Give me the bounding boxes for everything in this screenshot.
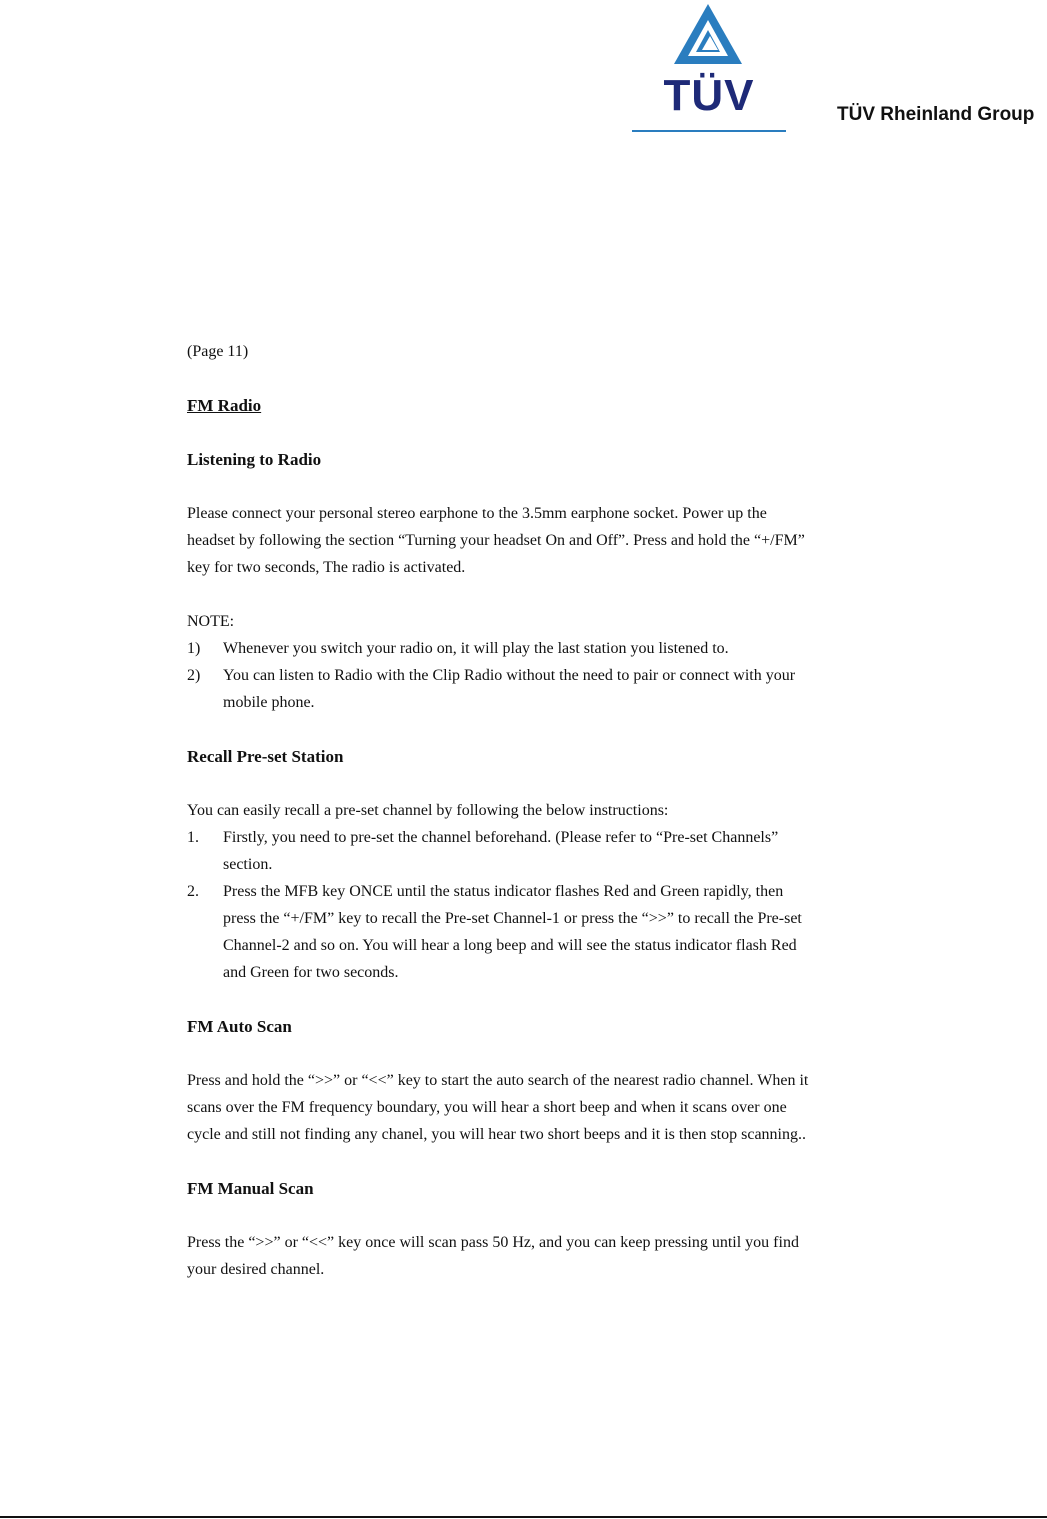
- recall-intro: You can easily recall a pre-set channel by following the below instructions:: [187, 802, 669, 819]
- section-title: FM Radio: [187, 396, 262, 415]
- listening-paragraph: Please connect your personal stereo earphone to the 3.5mm earphone socket. Power up the headset by following the section “Turning your headset On and Off”. Press and hold the “+/FM” key for two seconds, The radio is activated.: [187, 505, 805, 576]
- tuv-triangle-icon: [672, 2, 744, 66]
- document-body: [187, 338, 817, 1283]
- manual-scan-paragraph: Press the “>>” or “<<” key once will scan pass 50 Hz, and you can keep pressing until you find your desired channel.: [187, 1234, 799, 1278]
- group-name: TÜV Rheinland Group: [837, 104, 1035, 125]
- list-item: [187, 635, 817, 662]
- list-item-text: Firstly, you need to pre-set the channel beforehand. (Please refer to “Pre-set Channels” section.: [223, 829, 779, 873]
- page-reference: (Page 11): [187, 343, 249, 360]
- recall-steps: [187, 824, 817, 986]
- heading-recall: Recall Pre-set Station: [187, 747, 344, 766]
- list-item-number: 2.: [187, 883, 199, 900]
- auto-scan-paragraph: Press and hold the “>>” or “<<” key to start the auto search of the nearest radio channel. When it scans over the FM frequency boundary, you will hear a short beep and when it scans over one cycle and still not finding any chanel, you will hear two short beeps and it is then stop scanning..: [187, 1072, 809, 1143]
- list-item-number: 2): [187, 667, 201, 684]
- list-item-number: 1): [187, 640, 201, 657]
- heading-listening: Listening to Radio: [187, 450, 322, 469]
- list-item-text: Press the MFB key ONCE until the status indicator flashes Red and Green rapidly, then press the “+/FM” key to recall the Pre-set Channel-1 or press the “>>” to recall the Pre-set Channel-2 and so on. You will hear a long beep and will see the status indicator flash Red and Green for two seconds.: [223, 883, 802, 981]
- note-label: NOTE:: [187, 613, 235, 630]
- tuv-wordmark: TÜV: [663, 71, 755, 120]
- heading-manual-scan: FM Manual Scan: [187, 1179, 314, 1198]
- note-list: [187, 635, 817, 716]
- footer-rule: [0, 1516, 1047, 1518]
- list-item: [187, 662, 817, 716]
- page-header: [0, 0, 1047, 140]
- list-item-text: You can listen to Radio with the Clip Radio without the need to pair or connect with your mobile phone.: [223, 667, 796, 711]
- list-item: [187, 878, 817, 986]
- logo-underline: [632, 130, 786, 132]
- list-item-number: 1.: [187, 829, 199, 846]
- heading-auto-scan: FM Auto Scan: [187, 1017, 292, 1036]
- tuv-logo: [632, 0, 786, 136]
- list-item: [187, 824, 817, 878]
- list-item-text: Whenever you switch your radio on, it will play the last station you listened to.: [223, 640, 729, 657]
